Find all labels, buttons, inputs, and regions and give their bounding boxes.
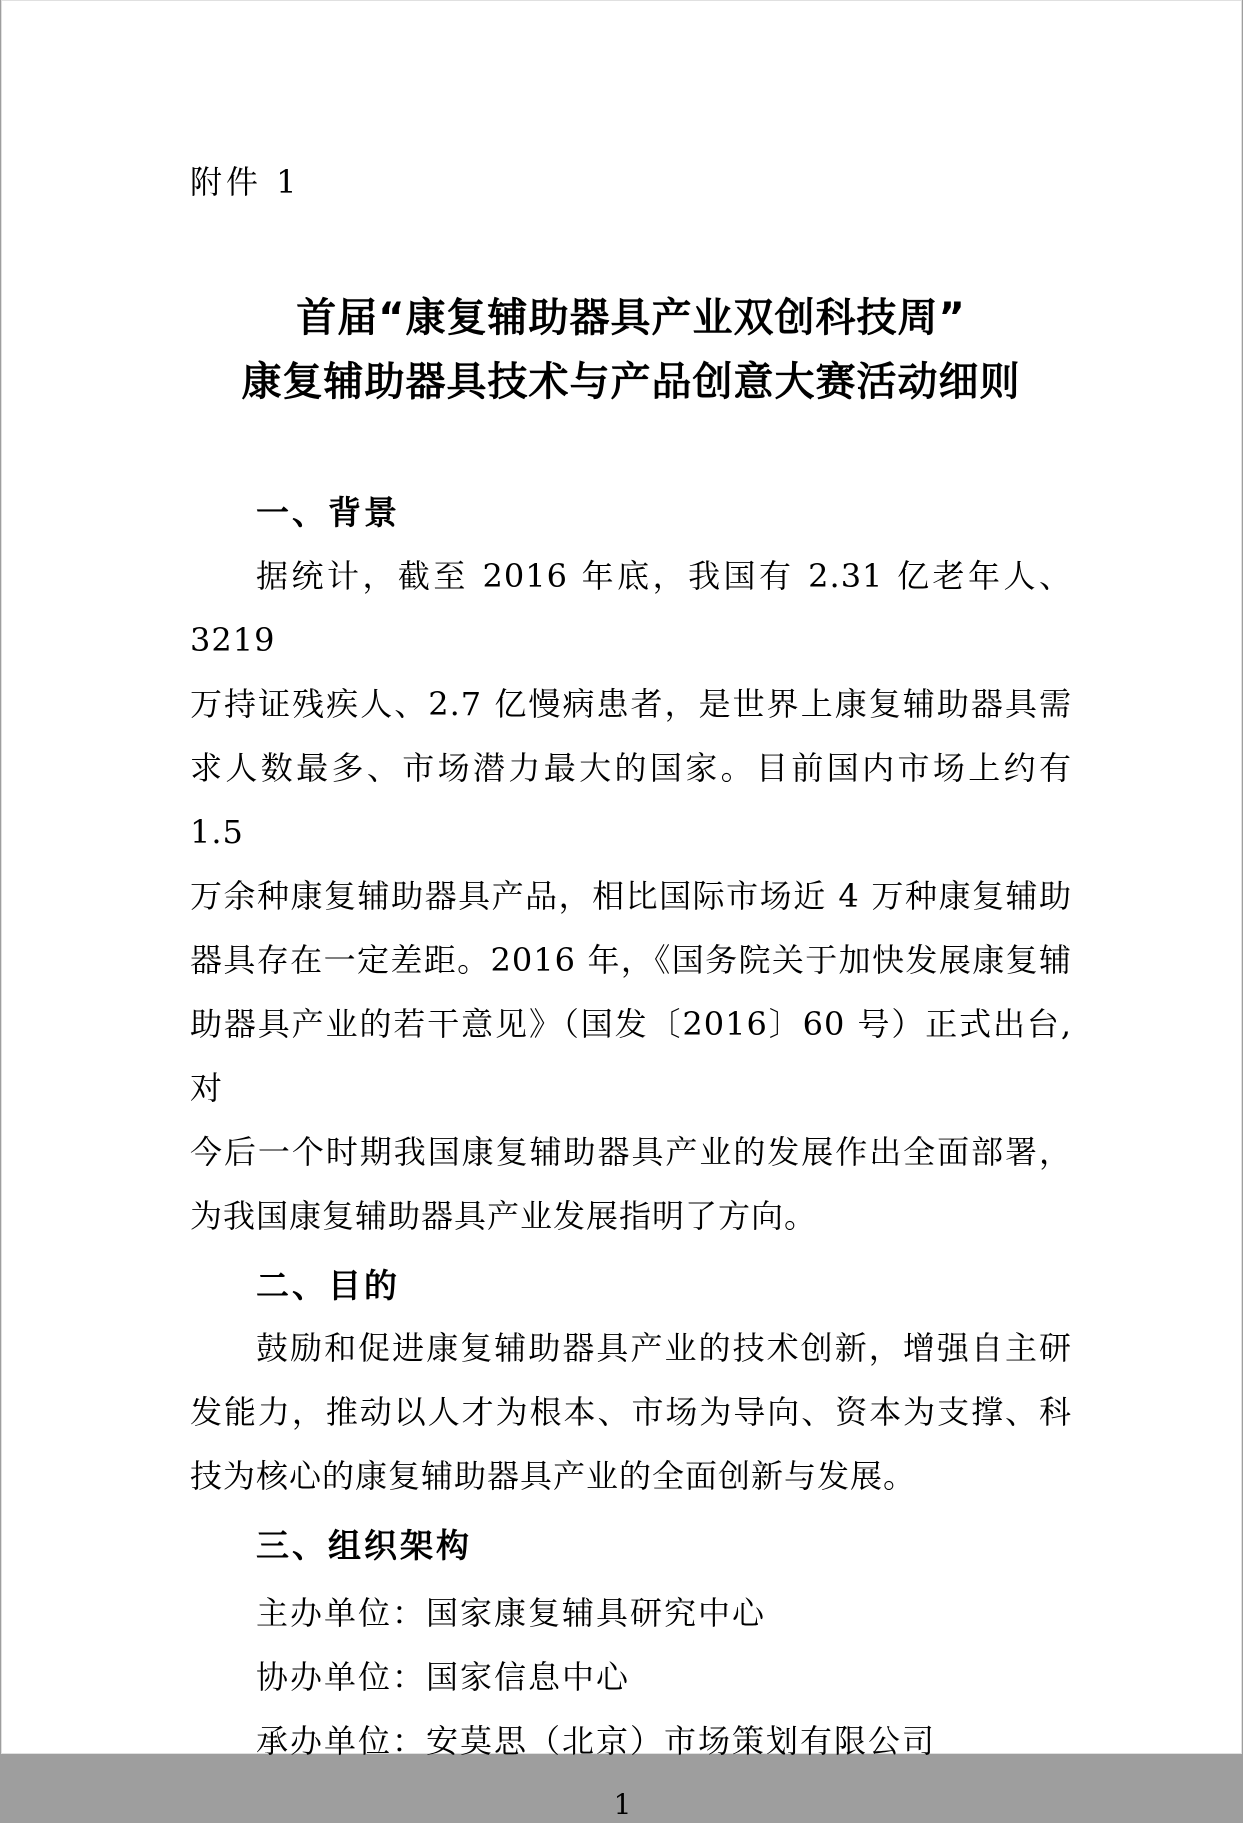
paragraph-line: 为我国康复辅助器具产业发展指明了方向。 xyxy=(190,1197,818,1235)
paragraph-line: 求人数最多、市场潜力最大的国家。目前国内市场上约有 1.5 xyxy=(190,749,1072,851)
paragraph-background xyxy=(190,544,1072,1248)
organization-list xyxy=(190,1581,1072,1773)
document-page xyxy=(1,0,1242,1821)
paragraph-line: 助器具产业的若干意见》（国发〔2016〕60 号）正式出台,对 xyxy=(190,1005,1072,1107)
section-heading-organization: 三、组织架构 xyxy=(256,1526,472,1565)
org-line-undertaker: 承办单位：安莫思（北京）市场策划有限公司 xyxy=(256,1722,937,1760)
document-content xyxy=(190,1,1072,1773)
section-heading-background: 一、背景 xyxy=(256,493,400,532)
paragraph-line: 技为核心的康复辅助器具产业的全面创新与发展。 xyxy=(190,1457,917,1495)
paragraph-line: 鼓励和促进康复辅助器具产业的技术创新，增强自主研 xyxy=(256,1329,1072,1367)
paragraph-line: 万持证残疾人、2.7 亿慢病患者，是世界上康复辅助器具需 xyxy=(190,685,1072,723)
attachment-label: 附件 1 xyxy=(190,163,301,201)
org-line-cohost: 协办单位：国家信息中心 xyxy=(256,1658,631,1696)
paragraph-purpose xyxy=(190,1316,1072,1508)
doc-title-line2: 康复辅助器具技术与产品创意大赛活动细则 xyxy=(241,359,1021,405)
paragraph-line: 发能力，推动以人才为根本、市场为导向、资本为支撑、科 xyxy=(190,1393,1072,1431)
org-line-host: 主办单位：国家康复辅具研究中心 xyxy=(256,1594,767,1632)
paragraph-line: 今后一个时期我国康复辅助器具产业的发展作出全面部署， xyxy=(190,1133,1072,1171)
section-heading-purpose: 二、目的 xyxy=(256,1266,400,1305)
paragraph-line: 万余种康复辅助器具产品，相比国际市场近 4 万种康复辅助 xyxy=(190,877,1072,915)
paragraph-line: 器具存在一定差距。2016 年，《国务院关于加快发展康复辅 xyxy=(190,941,1072,979)
doc-title-line1: 首届“康复辅助器具产业双创科技周” xyxy=(296,295,966,341)
paragraph-line: 据统计，截至 2016 年底，我国有 2.31 亿老年人、3219 xyxy=(190,557,1072,659)
page-number: 1 xyxy=(613,1788,632,1821)
